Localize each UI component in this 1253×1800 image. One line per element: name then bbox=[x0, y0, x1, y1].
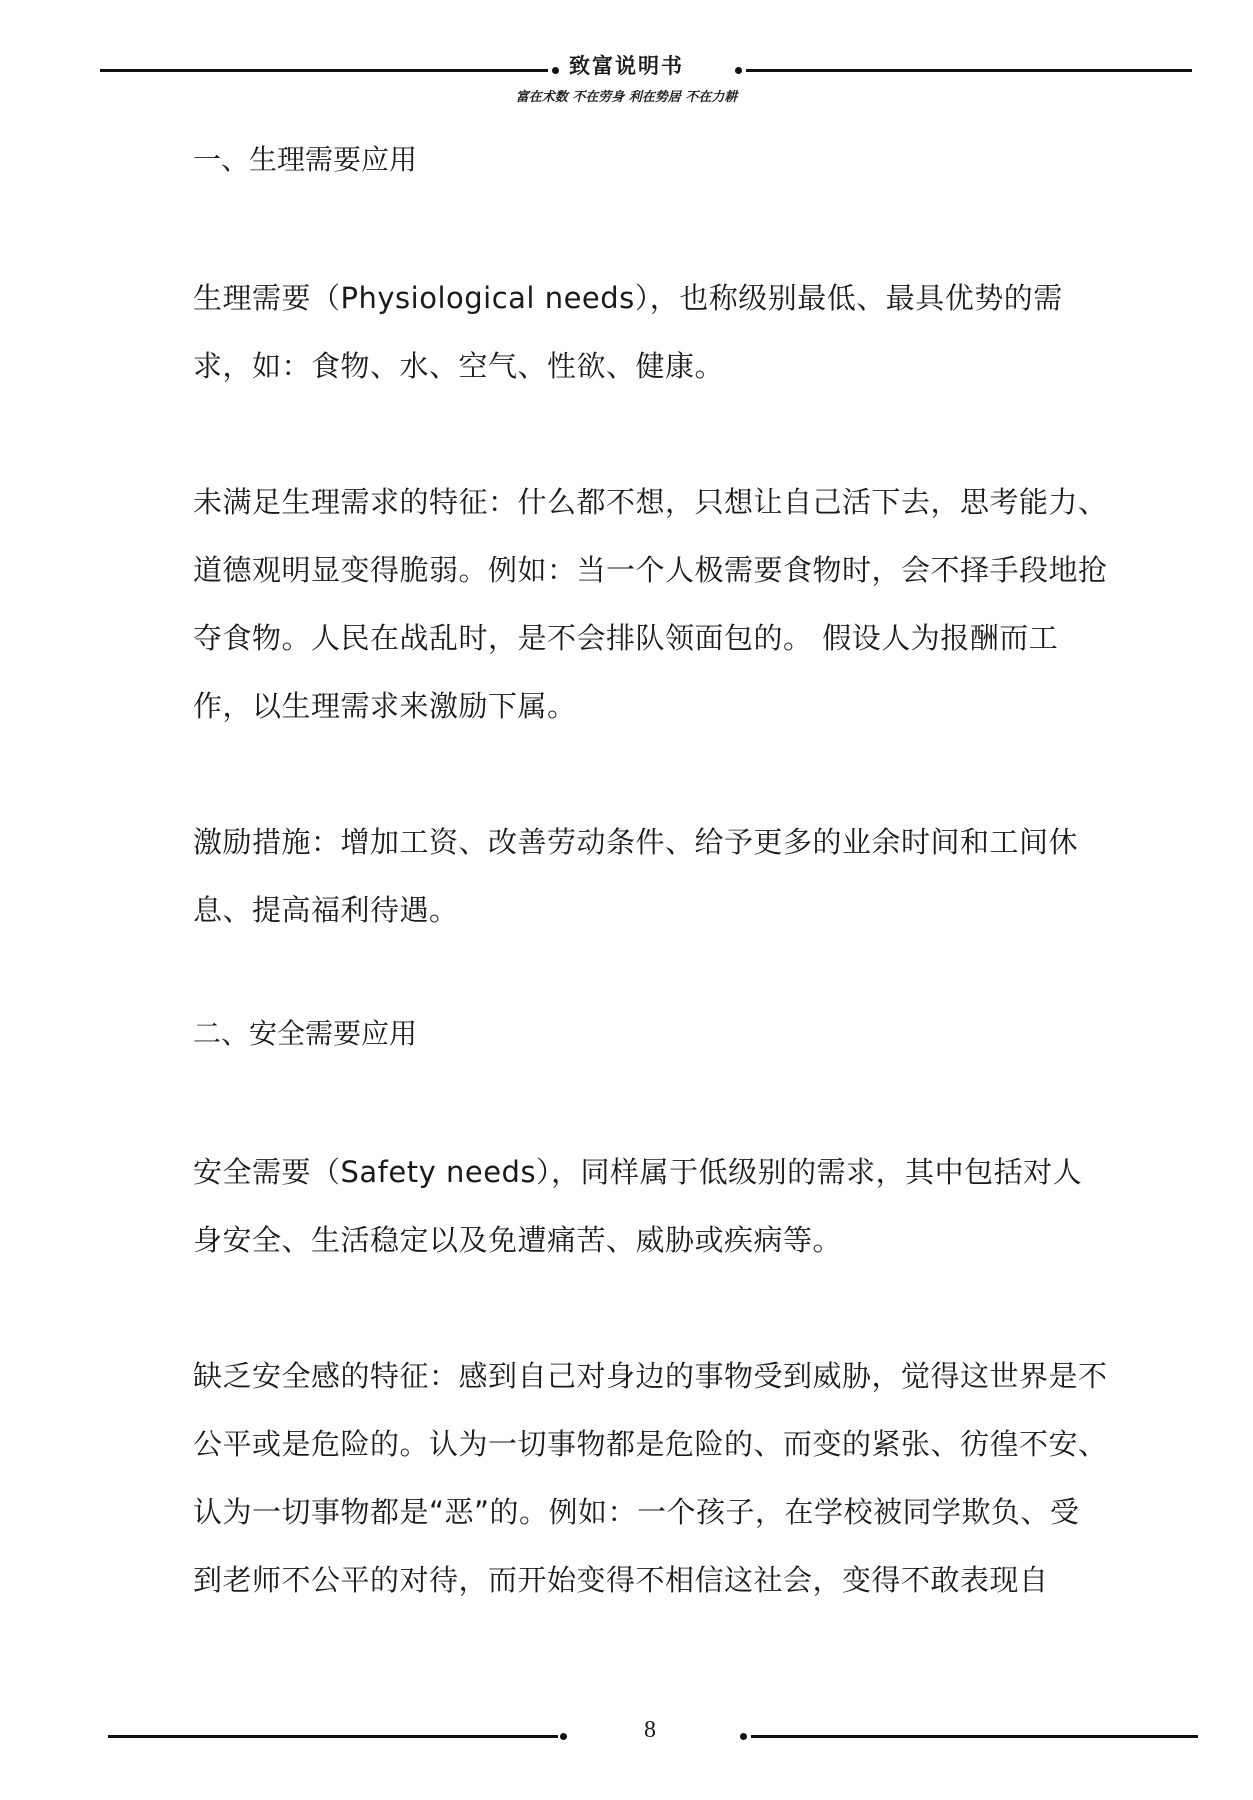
section-heading-physiological: 一、生理需要应用 bbox=[193, 143, 418, 176]
footer-rule-right bbox=[751, 1735, 1198, 1738]
page-body bbox=[193, 138, 1108, 1614]
paragraph-safety-definition: 安全需要（Safety needs），同样属于低级别的需求，其中包括对人身安全、生活稳定以及免遭痛苦、威胁或疾病等。 bbox=[193, 1155, 1083, 1257]
paragraph-physiological-characteristics: 未满足生理需求的特征：什么都不想，只想让自己活下去，思考能力、道德观明显变得脆弱。例如：当一个人极需要食物时，会不择手段地抢夺食物。人民在战乱时，是不会排队领面包的。 假设人为报酬而工作，以生理需求来激励下属。 bbox=[193, 485, 1108, 723]
paragraph-physiological-incentives: 激励措施：增加工资、改善劳动条件、给予更多的业余时间和工间休息、提高福利待遇。 bbox=[193, 825, 1079, 927]
footer-rule-left bbox=[108, 1735, 558, 1738]
document-title: 致富说明书 bbox=[569, 53, 684, 78]
section-heading-safety: 二、安全需要应用 bbox=[193, 1017, 418, 1050]
paragraph-physiological-definition: 生理需要（Physiological needs），也称级别最低、最具优势的需求，如：食物、水、空气、性欲、健康。 bbox=[193, 281, 1063, 383]
header-dot-right bbox=[735, 67, 742, 74]
footer-dot-right bbox=[740, 1733, 747, 1740]
paragraph-safety-characteristics: 缺乏安全感的特征：感到自己对身边的事物受到威胁，觉得这世界是不公平或是危险的。认为一切事物都是危险的、而变的紧张、彷徨不安、认为一切事物都是“恶”的。例如：一个孩子，在学校被同学欺负、受到老师不公平的对待，而开始变得不相信这社会，变得不敢表现自 bbox=[193, 1359, 1108, 1597]
header-motto: 富在术数 不在劳身 利在势居 不在力耕 bbox=[515, 90, 738, 105]
footer-dot-left bbox=[560, 1733, 567, 1740]
header-rule-right bbox=[746, 69, 1192, 72]
page-number: 8 bbox=[644, 1717, 656, 1743]
